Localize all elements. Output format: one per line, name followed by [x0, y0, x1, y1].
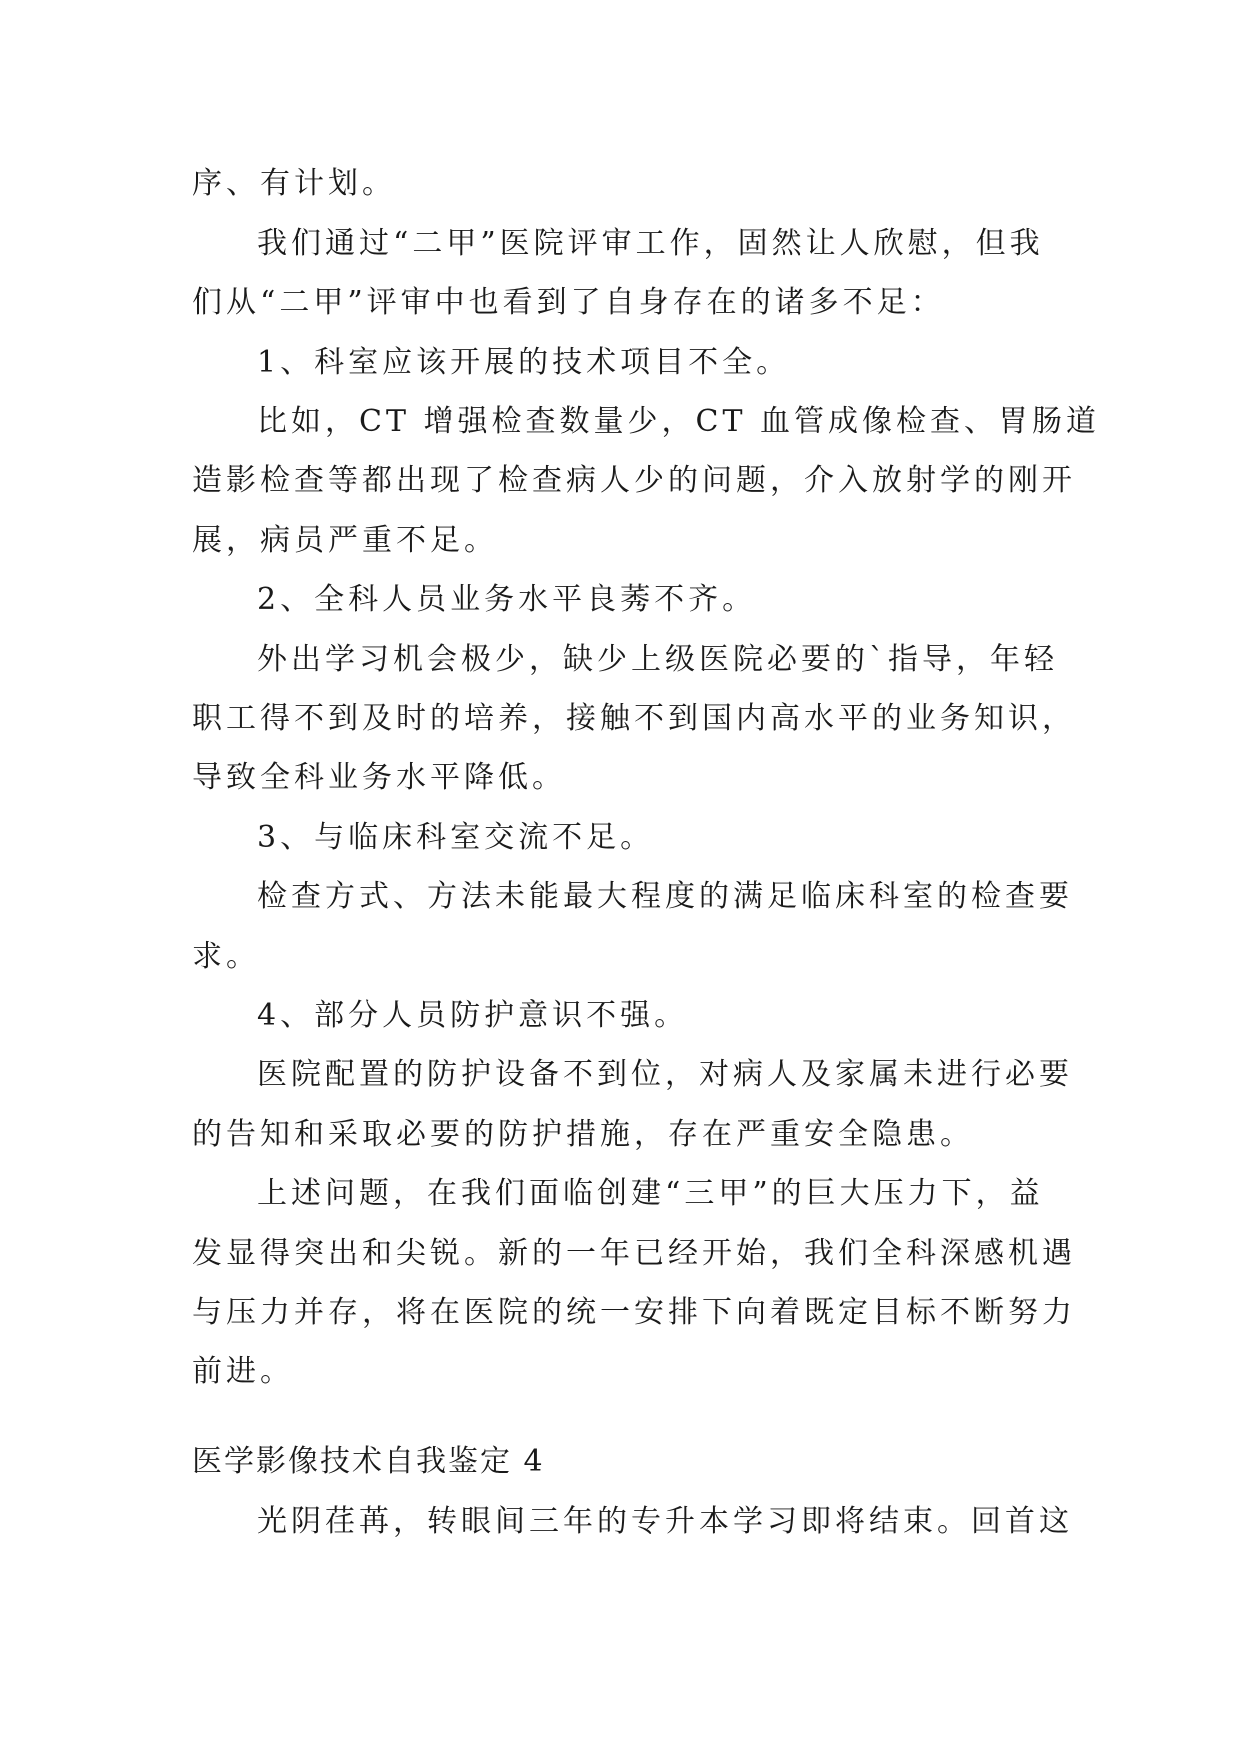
text-line: 造影检查等都出现了检查病人少的问题，介入放射学的刚开 [192, 463, 1076, 498]
text-line: 发显得突出和尖锐。新的一年已经开始，我们全科深感机遇 [192, 1236, 1076, 1271]
text-line: 光阴荏苒，转眼间三年的专升本学习即将结束。回首这 [257, 1504, 1073, 1539]
text-line: 我们通过“二甲”医院评审工作，固然让人欣慰，但我 [257, 226, 1044, 261]
text-line: 的告知和采取必要的防护措施，存在严重安全隐患。 [192, 1117, 974, 1152]
text-line: 上述问题，在我们面临创建“三甲”的巨大压力下，益 [257, 1176, 1044, 1211]
text-line: 外出学习机会极少，缺少上级医院必要的`指导，年轻 [257, 642, 1058, 677]
text-line: 导致全科业务水平降低。 [192, 760, 566, 795]
text-line: 求。 [192, 939, 260, 974]
text-line: 前进。 [192, 1354, 294, 1389]
text-line: 们从“二甲”评审中也看到了自身存在的诸多不足： [192, 285, 945, 320]
text-line: 展，病员严重不足。 [192, 523, 498, 558]
text-line: 3、与临床科室交流不足。 [257, 820, 655, 855]
text-line: 2、全科人员业务水平良莠不齐。 [257, 582, 757, 617]
text-line: 1、科室应该开展的技术项目不全。 [257, 345, 791, 380]
text-line: 医院配置的防护设备不到位，对病人及家属未进行必要 [257, 1057, 1073, 1092]
text-line: 与压力并存，将在医院的统一安排下向着既定目标不断努力 [192, 1295, 1076, 1330]
text-line: 职工得不到及时的培养，接触不到国内高水平的业务知识， [192, 701, 1076, 736]
text-line: 4、部分人员防护意识不强。 [257, 998, 689, 1033]
text-line: 检查方式、方法未能最大程度的满足临床科室的检查要 [257, 879, 1073, 914]
section-heading: 医学影像技术自我鉴定 4 [192, 1444, 545, 1479]
text-line: 序、有计划。 [192, 166, 396, 201]
text-line: 比如，CT 增强检查数量少，CT 血管成像检查、胃肠道 [257, 404, 1100, 439]
